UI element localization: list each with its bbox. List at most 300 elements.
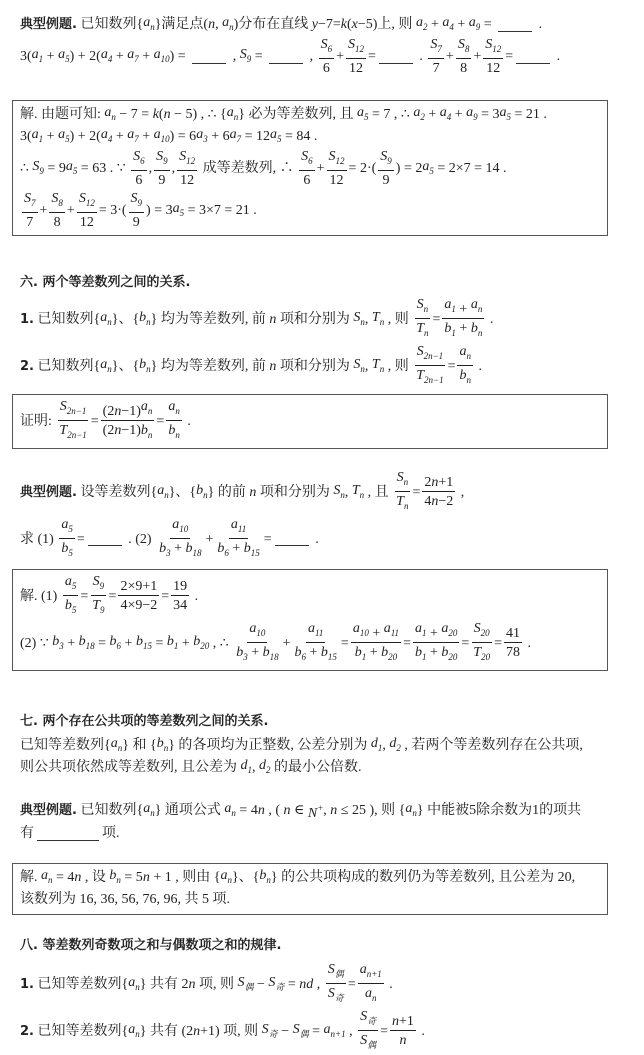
subscript: n xyxy=(423,304,429,314)
subscript: n xyxy=(379,316,385,327)
math-variable xyxy=(417,343,444,365)
text-run: 已知数列{ xyxy=(33,311,101,327)
variable-symbol: a xyxy=(413,105,421,120)
subscript: 9 xyxy=(475,22,481,32)
text-run: , xyxy=(229,49,240,64)
denominator xyxy=(414,366,445,390)
fraction xyxy=(22,190,38,232)
subscript: 7 xyxy=(31,198,36,208)
numerator xyxy=(91,573,107,596)
math-variable xyxy=(328,984,344,1008)
subscript: 20 xyxy=(388,652,398,662)
subscript: 6 xyxy=(140,156,145,166)
math-variable xyxy=(24,190,36,212)
text-run: = 5 xyxy=(120,870,143,885)
variable-symbol: a xyxy=(104,105,112,120)
variable-symbol: b xyxy=(320,645,328,660)
math-variable xyxy=(469,14,481,36)
variable-symbol: a xyxy=(270,127,277,142)
text-run: + xyxy=(121,635,136,651)
text-line xyxy=(20,126,600,148)
variable-symbol: a xyxy=(172,517,180,532)
text-run: = xyxy=(432,311,441,327)
math-variable xyxy=(231,516,246,538)
math-variable xyxy=(413,104,425,126)
math-variable xyxy=(308,799,323,823)
subscript: n xyxy=(150,808,155,818)
fraction xyxy=(414,296,430,343)
variable-symbol: n xyxy=(114,404,122,419)
bold-label: 七. 两个存在公共项的等差数列之间的关系. xyxy=(20,714,269,729)
math-variable xyxy=(352,482,364,504)
fraction xyxy=(90,573,106,620)
text-run: = xyxy=(161,588,170,604)
math-variable xyxy=(172,516,188,538)
text-line xyxy=(20,272,628,294)
variable-symbol: b xyxy=(414,645,422,660)
text-run: + xyxy=(316,161,325,176)
answer-blank xyxy=(269,51,303,64)
math-variable xyxy=(459,343,471,365)
variable-symbol: a xyxy=(383,621,391,636)
text-run: + 6 xyxy=(207,129,230,144)
subscript: n xyxy=(466,375,471,385)
answer-blank xyxy=(192,51,226,64)
fraction xyxy=(428,36,444,78)
numerator xyxy=(390,1013,416,1031)
variable-symbol: S xyxy=(380,149,388,164)
numerator xyxy=(170,516,190,539)
math-variable xyxy=(458,36,470,58)
text-run: 有 xyxy=(20,826,34,841)
text-run: ≤ 25 ), 则 { xyxy=(337,803,406,818)
math-variable xyxy=(143,869,150,887)
denominator xyxy=(328,171,346,190)
variable-symbol: T xyxy=(396,494,404,509)
math-variable xyxy=(384,620,399,642)
variable-symbol: S xyxy=(92,574,100,589)
variable-symbol: a xyxy=(140,399,148,414)
text-run: }满足点( xyxy=(154,17,209,32)
subscript: n xyxy=(340,489,345,500)
math-variable xyxy=(241,757,253,779)
math-variable xyxy=(141,398,153,420)
subscript: 5 xyxy=(68,548,73,558)
denominator xyxy=(321,59,332,78)
subscript: 9 xyxy=(137,198,143,208)
text-run: , xyxy=(345,1023,357,1039)
text-run: = xyxy=(263,531,272,547)
fraction xyxy=(319,36,335,78)
subscript: n xyxy=(372,993,377,1003)
subscript: n xyxy=(116,875,121,885)
text-run: ( xyxy=(158,107,164,122)
text-run: )分布在直线 xyxy=(233,17,312,32)
subscript: n xyxy=(175,430,180,440)
math-variable xyxy=(348,36,364,58)
math-variable xyxy=(60,398,87,420)
text-run: 项和分别为 xyxy=(256,484,334,500)
variable-symbol: T xyxy=(59,423,68,438)
math-variable xyxy=(353,309,365,331)
text-line xyxy=(20,889,600,911)
text-line xyxy=(20,735,628,757)
text-run: } 的前 xyxy=(207,484,250,500)
subscript: n xyxy=(359,489,365,500)
variable-symbol: S xyxy=(327,986,335,1001)
variable-symbol: b xyxy=(139,309,147,325)
variable-symbol: S xyxy=(32,159,40,174)
text-run: } 必为等差数列, 且 xyxy=(238,107,357,122)
text-run: ) = 3 xyxy=(146,203,173,218)
variable-symbol: S xyxy=(485,37,493,52)
text-line xyxy=(20,398,600,445)
text-run: + xyxy=(63,635,79,651)
fraction xyxy=(59,516,75,563)
variable-symbol: n xyxy=(163,107,171,122)
text-run: }、{ xyxy=(231,870,260,885)
math-variable xyxy=(474,620,490,642)
fraction xyxy=(442,296,484,343)
numerator xyxy=(306,620,325,643)
text-run: 3( xyxy=(20,129,32,144)
variable-symbol: S xyxy=(353,309,361,325)
text-run: ) + 2( xyxy=(69,49,101,64)
subscript: 9 xyxy=(100,605,105,615)
variable-symbol: S xyxy=(133,149,141,164)
math-variable xyxy=(249,484,256,502)
numerator xyxy=(422,474,455,492)
math-variable xyxy=(440,104,452,126)
variable-symbol: S xyxy=(268,974,276,990)
subscript: 9 xyxy=(163,156,168,166)
denominator xyxy=(458,59,469,78)
text-run: 9 xyxy=(132,215,140,230)
variable-symbol: n xyxy=(257,803,265,818)
math-variable xyxy=(159,539,171,563)
text-run: 3( xyxy=(20,49,32,64)
fraction xyxy=(293,620,339,667)
math-variable xyxy=(154,46,170,68)
text-run: 已知等差数列{ xyxy=(33,976,129,992)
subscript: 2 xyxy=(396,743,401,753)
text-run: . xyxy=(535,17,543,32)
text-run: } 的公共项构成的数列仍为等差数列, 且公差为 20, xyxy=(270,870,576,885)
paragraph xyxy=(20,735,628,779)
subscript: 6 xyxy=(116,640,122,651)
denominator xyxy=(234,643,280,667)
denominator xyxy=(24,213,35,232)
answer-blank xyxy=(37,828,99,841)
variable-symbol: k xyxy=(340,17,347,32)
text-run: , xyxy=(171,161,176,176)
text-line xyxy=(20,620,600,667)
text-run: 已知数列{ xyxy=(33,358,101,374)
math-variable xyxy=(485,36,501,58)
math-variable xyxy=(321,36,333,58)
denominator xyxy=(347,59,365,78)
subscript: 1 xyxy=(421,652,427,662)
variable-symbol: n xyxy=(249,484,257,500)
text-run: . xyxy=(486,311,494,327)
subscript: n xyxy=(477,304,483,314)
subscript: 5 xyxy=(364,112,369,122)
subscript: 9 xyxy=(387,156,392,166)
text-run: }、{ xyxy=(111,311,140,327)
answer-blank xyxy=(516,51,550,64)
text-run: + xyxy=(451,107,467,122)
math-variable xyxy=(293,1021,309,1043)
math-variable xyxy=(224,800,236,822)
text-run: . xyxy=(553,49,561,64)
denominator xyxy=(156,171,167,190)
text-line xyxy=(20,516,628,563)
text-run: , 设 xyxy=(81,870,110,885)
math-variable xyxy=(74,869,81,887)
variable-symbol: b xyxy=(166,633,174,649)
text-run: , ( xyxy=(264,803,284,818)
text-run: . xyxy=(523,635,531,651)
text-run: + xyxy=(170,541,186,556)
subscript: 5 xyxy=(72,166,78,176)
subscript: 10 xyxy=(179,524,189,534)
variable-symbol: b xyxy=(135,633,143,649)
subscript: n xyxy=(146,363,151,374)
math-variable xyxy=(389,735,401,757)
fraction xyxy=(57,398,88,445)
numerator xyxy=(428,36,444,59)
subscript: n xyxy=(147,406,153,416)
math-variable xyxy=(415,643,427,667)
variable-symbol: a xyxy=(444,297,452,312)
variable-symbol: b xyxy=(168,423,176,438)
text-run: = xyxy=(368,49,376,64)
fraction xyxy=(456,36,472,78)
numerator xyxy=(415,296,431,319)
math-variable xyxy=(372,309,384,331)
subscript: 9 xyxy=(246,54,252,64)
math-variable xyxy=(500,104,512,126)
denominator xyxy=(442,319,484,343)
subscript: 1 xyxy=(38,134,44,144)
math-variable xyxy=(100,356,112,378)
text-run: }、{ xyxy=(111,358,140,374)
variable-symbol: n xyxy=(431,475,439,490)
variable-symbol: S xyxy=(396,470,404,485)
text-run: + xyxy=(43,129,59,144)
variable-symbol: b xyxy=(196,482,204,498)
denominator xyxy=(78,213,96,232)
text-run: 9 xyxy=(382,173,390,188)
text-run: + xyxy=(453,17,469,32)
text-run: 78 xyxy=(505,645,520,660)
variable-symbol: a xyxy=(100,47,108,62)
subscript: 7 xyxy=(134,134,139,144)
denominator xyxy=(431,59,442,78)
variable-symbol: S xyxy=(59,399,67,414)
math-variable xyxy=(188,976,195,994)
fraction xyxy=(378,148,394,190)
math-variable xyxy=(168,421,180,445)
text-run: 7 xyxy=(26,215,34,230)
math-variable xyxy=(131,190,143,212)
subscript: 10 xyxy=(359,628,369,638)
text-run: } 中能被5除余数为1的项共 xyxy=(416,803,582,818)
math-variable xyxy=(441,643,457,667)
text-run: . xyxy=(191,588,199,604)
math-variable xyxy=(357,104,369,126)
subscript: 20 xyxy=(480,628,490,638)
text-run: , xyxy=(364,358,372,374)
math-variable xyxy=(193,633,209,655)
subscript: 20 xyxy=(200,640,210,651)
math-variable xyxy=(157,735,169,757)
answer-blank xyxy=(275,533,309,546)
variable-symbol: b xyxy=(294,645,302,660)
subscript: 15 xyxy=(250,548,260,558)
math-variable xyxy=(324,1021,346,1043)
variable-symbol: b xyxy=(381,645,389,660)
subscript: 9 xyxy=(39,166,44,176)
text-run: + xyxy=(426,645,442,660)
text-run: 9 xyxy=(158,173,166,188)
subscript: n xyxy=(466,351,471,361)
math-variable xyxy=(65,596,77,620)
variable-symbol: a xyxy=(157,482,165,498)
variable-symbol: a xyxy=(196,127,204,142)
text-run: . xyxy=(311,531,319,547)
text-run: = 3 xyxy=(477,107,500,122)
text-run: 34 xyxy=(173,598,188,613)
subscript: 2 xyxy=(422,22,428,32)
text-run: 4 xyxy=(424,494,432,509)
variable-symbol: S xyxy=(51,191,59,206)
variable-symbol: a xyxy=(128,974,136,990)
bold-label: 2. xyxy=(20,1023,34,1039)
variable-symbol: a xyxy=(100,356,108,372)
text-run: 12 xyxy=(349,61,363,76)
text-run: } 和 { xyxy=(122,738,157,753)
denominator xyxy=(358,1031,378,1055)
text-run: + xyxy=(306,645,321,660)
numerator xyxy=(456,36,472,59)
text-run: 12 xyxy=(79,215,94,230)
text-run: + xyxy=(112,129,128,144)
numerator xyxy=(154,148,170,171)
numerator xyxy=(166,398,182,421)
numerator xyxy=(413,620,459,643)
math-variable xyxy=(263,643,279,667)
bold-label: 六. 两个等差数列之间的关系. xyxy=(20,275,191,290)
subscript: n xyxy=(107,316,112,327)
text-run: 的最小公倍数. xyxy=(270,760,362,775)
fraction xyxy=(129,190,145,232)
fraction xyxy=(118,578,159,615)
variable-symbol: a xyxy=(352,621,360,636)
section-title xyxy=(20,711,628,733)
variable-symbol: S xyxy=(261,1021,269,1037)
variable-symbol: S xyxy=(416,344,424,359)
math-variable xyxy=(431,492,438,511)
subscript: 6 xyxy=(224,548,229,558)
text-run: (2 xyxy=(102,423,115,438)
variable-symbol: T xyxy=(416,321,424,336)
subscript: 5 xyxy=(71,605,77,615)
text-run: 2×9+1 xyxy=(120,579,158,594)
subscript: 11 xyxy=(390,628,400,638)
text-run: , xyxy=(364,311,372,327)
variable-symbol: b xyxy=(156,736,164,751)
denominator xyxy=(293,643,339,667)
subscript: 奇 xyxy=(268,1028,278,1039)
text-run: , xyxy=(148,161,153,176)
variable-symbol: n xyxy=(399,1033,407,1048)
variable-symbol: n xyxy=(208,17,216,32)
text-run: 已知等差数列{ xyxy=(20,738,111,753)
numerator xyxy=(131,148,147,171)
variable-symbol: n xyxy=(431,494,439,509)
text-run: 项. xyxy=(102,826,120,841)
math-variable xyxy=(59,421,86,445)
subscript: 1 xyxy=(247,765,252,775)
text-run: + xyxy=(426,626,442,641)
text-run: = xyxy=(380,1023,389,1039)
variable-symbol: a xyxy=(441,621,449,636)
subscript: 6 xyxy=(308,156,313,166)
math-variable xyxy=(416,319,428,343)
subscript: 4 xyxy=(449,22,454,32)
text-run: , ∴ xyxy=(209,635,233,651)
math-variable xyxy=(111,735,123,757)
subscript: n xyxy=(135,981,140,992)
math-variable xyxy=(110,633,122,655)
variable-symbol: a xyxy=(65,159,73,174)
subscript: n xyxy=(477,328,483,338)
fraction xyxy=(471,620,492,667)
text-run: − 5) , ∴ { xyxy=(170,107,227,122)
text-run: 8 xyxy=(460,61,468,76)
subscript: 12 xyxy=(355,44,364,54)
math-variable xyxy=(136,633,152,655)
denominator xyxy=(326,984,346,1008)
variable-symbol: a xyxy=(127,47,135,62)
text-run: 12 xyxy=(486,61,501,76)
variable-symbol: n xyxy=(142,870,150,885)
denominator xyxy=(414,319,430,343)
text-run: + xyxy=(282,635,291,651)
denominator xyxy=(52,213,63,232)
variable-symbol: d xyxy=(389,736,397,751)
fraction xyxy=(358,961,384,1008)
math-variable xyxy=(360,1031,376,1055)
variable-symbol: S xyxy=(327,962,335,977)
subscript: 12 xyxy=(335,156,345,166)
variable-symbol: b xyxy=(441,645,449,660)
text-run: . (2) xyxy=(124,531,156,547)
text-run: −7= xyxy=(317,17,341,32)
answer-blank xyxy=(379,51,413,64)
variable-symbol: n xyxy=(283,803,291,818)
subscript: n xyxy=(150,22,155,32)
math-variable xyxy=(139,309,151,331)
math-variable xyxy=(154,126,170,148)
fraction xyxy=(157,516,203,563)
text-run: + xyxy=(424,107,440,122)
text-run: 6 xyxy=(135,173,143,188)
text-run: + xyxy=(366,645,382,660)
subscript: 4 xyxy=(446,112,452,122)
math-variable xyxy=(365,984,377,1008)
